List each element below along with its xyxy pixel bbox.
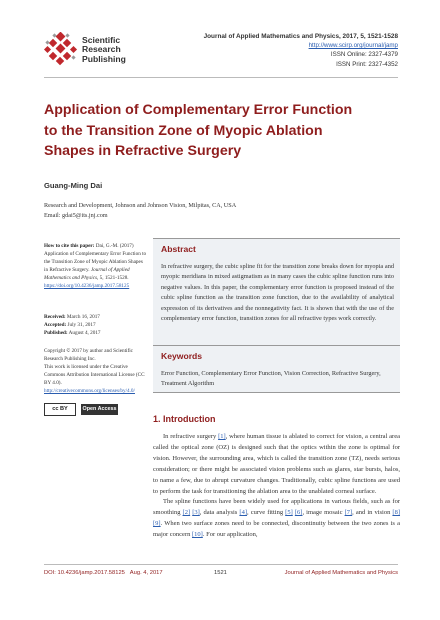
paragraph-text: The spline functions have been widely used for applications in various fields, such as for smoothing <box>153 498 400 517</box>
paper-title <box>44 100 404 162</box>
paragraph-text: . When two surface zones need to be connected, discontinuity between the two zones is a major concern <box>153 520 400 539</box>
doi-link[interactable]: https://doi.org/10.4236/jamp.2017.58125 <box>44 283 130 290</box>
publisher-name-line-2: Research <box>82 44 121 55</box>
affiliation-text: Research and Development, Johnson and Johnson Vision, Milpitas, CA, USA <box>44 202 237 209</box>
accepted-date: July 31, 2017 <box>67 322 96 329</box>
introduction-body <box>153 432 400 541</box>
cite-text: Dai, G.-M. (2017) Application of Complementary Error Function to the Transition Zone of Myopic Ablation Shapes in Refractive Surgery. <box>44 243 147 274</box>
publisher-name-line-1: Scientific <box>82 35 121 45</box>
license-badges <box>44 400 118 418</box>
abstract-bottom-rule <box>153 392 400 393</box>
abstract-heading: Abstract <box>161 244 196 254</box>
received-date: March 16, 2017 <box>66 314 100 320</box>
footer-page-number: 1521 <box>214 570 227 576</box>
footer-divider <box>44 564 398 565</box>
citation-link[interactable]: [1] <box>218 433 226 440</box>
publisher-name-line-3: Publishing <box>82 53 126 64</box>
keywords-text: Error Function, Complementary Error Function, Vision Correction, Refractive Surgery, Treatment Algorithm <box>161 370 381 388</box>
accepted-label: Accepted: <box>44 322 67 329</box>
journal-citation: Journal of Applied Mathematics and Physics, 2017, 5, 1521-1528 <box>203 33 398 40</box>
paragraph-text: , and in vision <box>352 509 393 517</box>
issn-print: ISSN Print: 2327-4352 <box>336 60 398 68</box>
paper-title-line-1: Application of Complementary Error Function <box>44 102 353 118</box>
citation-link[interactable]: [7] <box>344 509 353 517</box>
citation-block <box>44 242 148 291</box>
keywords-heading: Keywords <box>161 351 203 361</box>
abstract-top-rule <box>153 238 400 239</box>
dates-block <box>44 313 148 337</box>
citation-link[interactable]: [8] <box>392 509 401 517</box>
citation-link[interactable]: [5] <box>285 509 293 517</box>
publisher-logo-icon <box>44 32 78 66</box>
author-affiliation <box>44 201 236 221</box>
author-email: Email: gdai5@its.jnj.com <box>44 212 108 219</box>
abstract-text: In refractive surgery, the cubic spline fit for the transition zone breaks down for myopia and myopic meridians in mixed astigmatism as in many cases the cubic spline function runs into negative values. In this paper, the complementary error function is proposed instead of the cubic spline function as the transition zone function, due to the availability of analytical expression of its derivatives and the nonnegativity fact. It is shown that with the use of the complementary error function, transition zones for all refractive types work correctly. <box>161 263 394 323</box>
copyright-text-1: Copyright © 2017 by author and Scientific Research Publishing Inc. <box>44 348 133 363</box>
publisher-name <box>82 36 126 64</box>
paragraph-text: , data analysis <box>199 509 240 517</box>
header-divider <box>44 77 398 78</box>
open-access-badge: Open Access <box>81 404 118 415</box>
cite-journal: Journal of Applied Mathematics and Physics, <box>44 267 130 282</box>
footer-journal: Journal of Applied Mathematics and Physics <box>284 570 398 576</box>
introduction-heading: 1. Introduction <box>153 414 216 424</box>
paragraph-text: , where human tissue is ablated to correct for vision, a central area called the optical zone (OZ) is designed such that the optics within the zone is optimal for vision. However, the surrounding area, which is called the transition zone (TZ), needs serious consideration; or there might be associated vision problems such as glares, star bursts, halos, to name a few, due to abrupt curvature changes. Traditionally, cubic spline functions are used to perform the task for transitioning the ablation area to the unablated corneal surface. <box>153 433 400 495</box>
copyright-text-2: This work is licensed under the Creative Commons Attribution International License (CC BY 4.0). <box>44 364 145 387</box>
paper-title-line-2: to the Transition Zone of Myopic Ablation <box>44 122 323 139</box>
introduction-paragraph-2 <box>153 497 400 541</box>
citation-link[interactable]: [6] <box>294 509 303 517</box>
citation-link[interactable]: [4] <box>239 509 247 517</box>
citation-link[interactable]: [2] <box>182 509 191 517</box>
published-date: August 4, 2017 <box>68 330 101 337</box>
cc-by-badge[interactable]: cc BY <box>44 403 76 416</box>
footer-doi-date <box>44 570 163 576</box>
paragraph-text: In refractive surgery <box>163 433 219 440</box>
journal-info <box>204 32 398 69</box>
received-label: Received: <box>44 314 66 320</box>
license-link[interactable]: http://creativecommons.org/licenses/by/4.0/ <box>44 388 135 395</box>
keywords-rule <box>153 345 400 346</box>
paper-title-line-3: Shapes in Refractive Surgery <box>44 143 242 159</box>
paragraph-text: , image mosaic <box>302 509 345 517</box>
citation-link[interactable]: [3] <box>192 509 200 517</box>
footer-date: Aug. 4, 2017 <box>129 570 163 576</box>
journal-url-link[interactable]: http://www.scirp.org/journal/jamp <box>308 42 398 50</box>
published-label: Published: <box>44 330 68 337</box>
issn-online: ISSN Online: 2327-4379 <box>330 51 398 59</box>
paragraph-text: , curve fitting <box>247 509 286 517</box>
publisher-logo[interactable] <box>44 32 174 68</box>
citation-link[interactable]: [10] <box>191 531 203 539</box>
citation-link[interactable]: [9] <box>153 520 161 528</box>
footer-doi: DOI: 10.4236/jamp.2017.58125 <box>44 570 125 576</box>
cite-label: How to cite this paper: <box>44 243 95 249</box>
cite-volume: 5, 1521-1528. <box>99 275 129 282</box>
introduction-paragraph-1 <box>153 432 400 497</box>
copyright-block <box>44 347 148 396</box>
author-name: Guang-Ming Dai <box>44 181 103 190</box>
paragraph-text: . For our application, <box>202 531 258 539</box>
